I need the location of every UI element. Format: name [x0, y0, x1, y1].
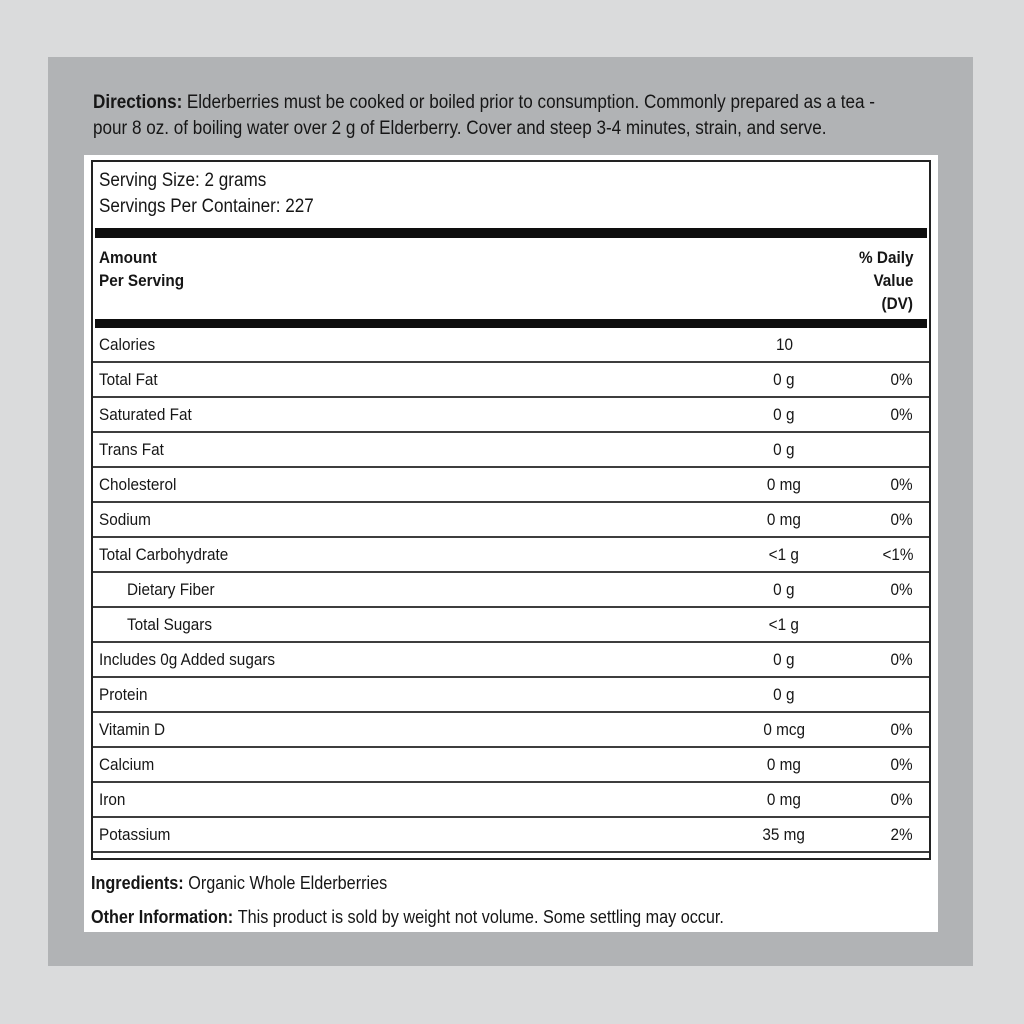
row-amount: 0 mg — [766, 754, 802, 774]
row-amount-cell — [719, 615, 849, 635]
table-row — [93, 748, 929, 783]
row-amount-cell — [719, 755, 849, 775]
row-dv-cell — [849, 405, 929, 425]
row-amount-cell — [719, 440, 849, 460]
table-row — [93, 433, 929, 468]
row-label-cell — [93, 545, 719, 565]
row-amount-cell — [719, 825, 849, 845]
row-dv: 0% — [890, 474, 913, 494]
row-label: Total Fat — [99, 369, 158, 389]
row-dv: 0% — [890, 509, 913, 529]
row-label: Cholesterol — [99, 474, 177, 494]
row-label: Total Carbohydrate — [99, 544, 229, 564]
row-amount-cell — [719, 580, 849, 600]
row-label-cell — [93, 825, 719, 845]
supplement-facts-card — [84, 155, 938, 932]
other-information-line — [84, 907, 938, 927]
row-amount-cell — [719, 335, 849, 355]
row-label-cell — [93, 790, 719, 810]
row-label: Vitamin D — [99, 719, 166, 739]
serving-size-text: Serving Size: 2 grams — [99, 170, 267, 191]
ingredients-label: Ingredients: — [91, 873, 184, 893]
table-row — [93, 608, 929, 643]
row-label: Calcium — [99, 754, 155, 774]
serving-info — [93, 162, 929, 220]
row-label-cell — [93, 405, 719, 425]
row-dv-cell — [849, 650, 929, 670]
gray-label-panel — [48, 57, 973, 966]
row-amount-cell — [719, 650, 849, 670]
table-row — [93, 678, 929, 713]
row-label: Calories — [99, 334, 156, 354]
nutrition-facts-box — [91, 160, 931, 860]
servings-per-container-text: Servings Per Container: 227 — [99, 196, 314, 217]
row-label-cell — [93, 615, 719, 635]
table-row — [93, 398, 929, 433]
row-amount: <1 g — [768, 544, 800, 564]
row-label: Potassium — [99, 824, 171, 844]
row-dv: 0% — [890, 404, 913, 424]
row-label-cell — [93, 475, 719, 495]
row-amount: 0 g — [773, 649, 795, 669]
row-label: Total Sugars — [127, 614, 213, 634]
row-amount: <1 g — [768, 614, 800, 634]
row-dv-cell — [849, 440, 929, 460]
row-label-cell — [93, 650, 719, 670]
row-amount: 0 mg — [766, 789, 802, 809]
directions-text — [93, 90, 875, 142]
row-amount: 0 g — [773, 579, 795, 599]
row-label-cell — [93, 580, 719, 600]
row-label: Protein — [99, 684, 148, 704]
row-dv: 0% — [890, 719, 913, 739]
row-amount-cell — [719, 545, 849, 565]
row-amount: 0 mcg — [763, 719, 805, 739]
table-row — [93, 363, 929, 398]
directions-line2: pour 8 oz. of boiling water over 2 g of Elderberry. Cover and steep 3-4 minutes, strain, and serve. — [93, 118, 827, 139]
row-label-cell — [93, 335, 719, 355]
row-amount: 10 — [775, 334, 793, 354]
amount-header — [93, 246, 849, 315]
table-row — [93, 643, 929, 678]
amount-header-line2: Per Serving — [99, 271, 185, 290]
row-dv: <1% — [881, 544, 913, 564]
ingredients-text-wrap — [91, 873, 387, 893]
directions-paragraph — [93, 90, 938, 142]
row-dv-cell — [849, 545, 929, 565]
dv-header-line2: Value — [873, 271, 913, 290]
table-row — [93, 713, 929, 748]
row-label: Trans Fat — [99, 439, 164, 459]
table-row — [93, 783, 929, 818]
dv-header-line1: % Daily — [858, 248, 913, 267]
ingredients-text: Organic Whole Elderberries — [188, 873, 388, 893]
row-amount-cell — [719, 475, 849, 495]
row-dv: 0% — [890, 754, 913, 774]
row-dv-cell — [849, 825, 929, 845]
row-dv-cell — [849, 685, 929, 705]
row-dv: 0% — [890, 649, 913, 669]
row-amount: 0 g — [773, 404, 795, 424]
daily-value-header — [849, 246, 929, 315]
nutrition-rows — [93, 328, 929, 853]
thick-divider-header — [95, 319, 927, 328]
row-dv-cell — [849, 755, 929, 775]
row-dv-cell — [849, 790, 929, 810]
thick-divider-top — [95, 228, 927, 238]
row-label: Saturated Fat — [99, 404, 192, 424]
row-amount: 0 g — [773, 439, 795, 459]
row-label-cell — [93, 370, 719, 390]
row-dv: 0% — [890, 579, 913, 599]
other-information-label: Other Information: — [91, 907, 234, 927]
row-label-cell — [93, 685, 719, 705]
row-dv: 0% — [890, 369, 913, 389]
table-row — [93, 573, 929, 608]
row-label: Dietary Fiber — [127, 579, 215, 599]
row-label-cell — [93, 755, 719, 775]
serving-size-line — [99, 168, 923, 194]
row-label-cell — [93, 440, 719, 460]
row-amount: 0 mg — [766, 509, 802, 529]
servings-per-container-line — [99, 194, 923, 220]
dv-header-line3: (DV) — [881, 294, 913, 313]
row-dv-cell — [849, 475, 929, 495]
row-dv-cell — [849, 335, 929, 355]
row-amount-cell — [719, 790, 849, 810]
row-label-cell — [93, 720, 719, 740]
row-amount: 35 mg — [762, 824, 806, 844]
other-information-wrap — [91, 907, 724, 927]
amount-header-line1: Amount — [99, 248, 157, 267]
row-label-cell — [93, 510, 719, 530]
row-amount-cell — [719, 720, 849, 740]
row-dv-cell — [849, 580, 929, 600]
row-amount: 0 mg — [766, 474, 802, 494]
row-dv: 0% — [890, 789, 913, 809]
table-row — [93, 538, 929, 573]
row-dv-cell — [849, 510, 929, 530]
table-row — [93, 503, 929, 538]
directions-line1: Elderberries must be cooked or boiled prior to consumption. Commonly prepared as a tea - — [186, 92, 875, 113]
table-header — [93, 246, 929, 315]
row-amount-cell — [719, 510, 849, 530]
row-amount: 0 g — [773, 684, 795, 704]
ingredients-line — [84, 873, 938, 893]
row-amount-cell — [719, 370, 849, 390]
row-dv-cell — [849, 370, 929, 390]
row-dv-cell — [849, 615, 929, 635]
row-label: Sodium — [99, 509, 151, 529]
table-row — [93, 468, 929, 503]
table-row — [93, 818, 929, 853]
row-amount-cell — [719, 405, 849, 425]
row-label: Iron — [99, 789, 126, 809]
directions-label: Directions: — [93, 92, 183, 113]
row-dv-cell — [849, 720, 929, 740]
other-information-text: This product is sold by weight not volume. Some settling may occur. — [237, 907, 724, 927]
row-amount-cell — [719, 685, 849, 705]
table-row — [93, 328, 929, 363]
row-amount: 0 g — [773, 369, 795, 389]
row-dv: 2% — [890, 824, 913, 844]
row-label: Includes 0g Added sugars — [99, 649, 276, 669]
